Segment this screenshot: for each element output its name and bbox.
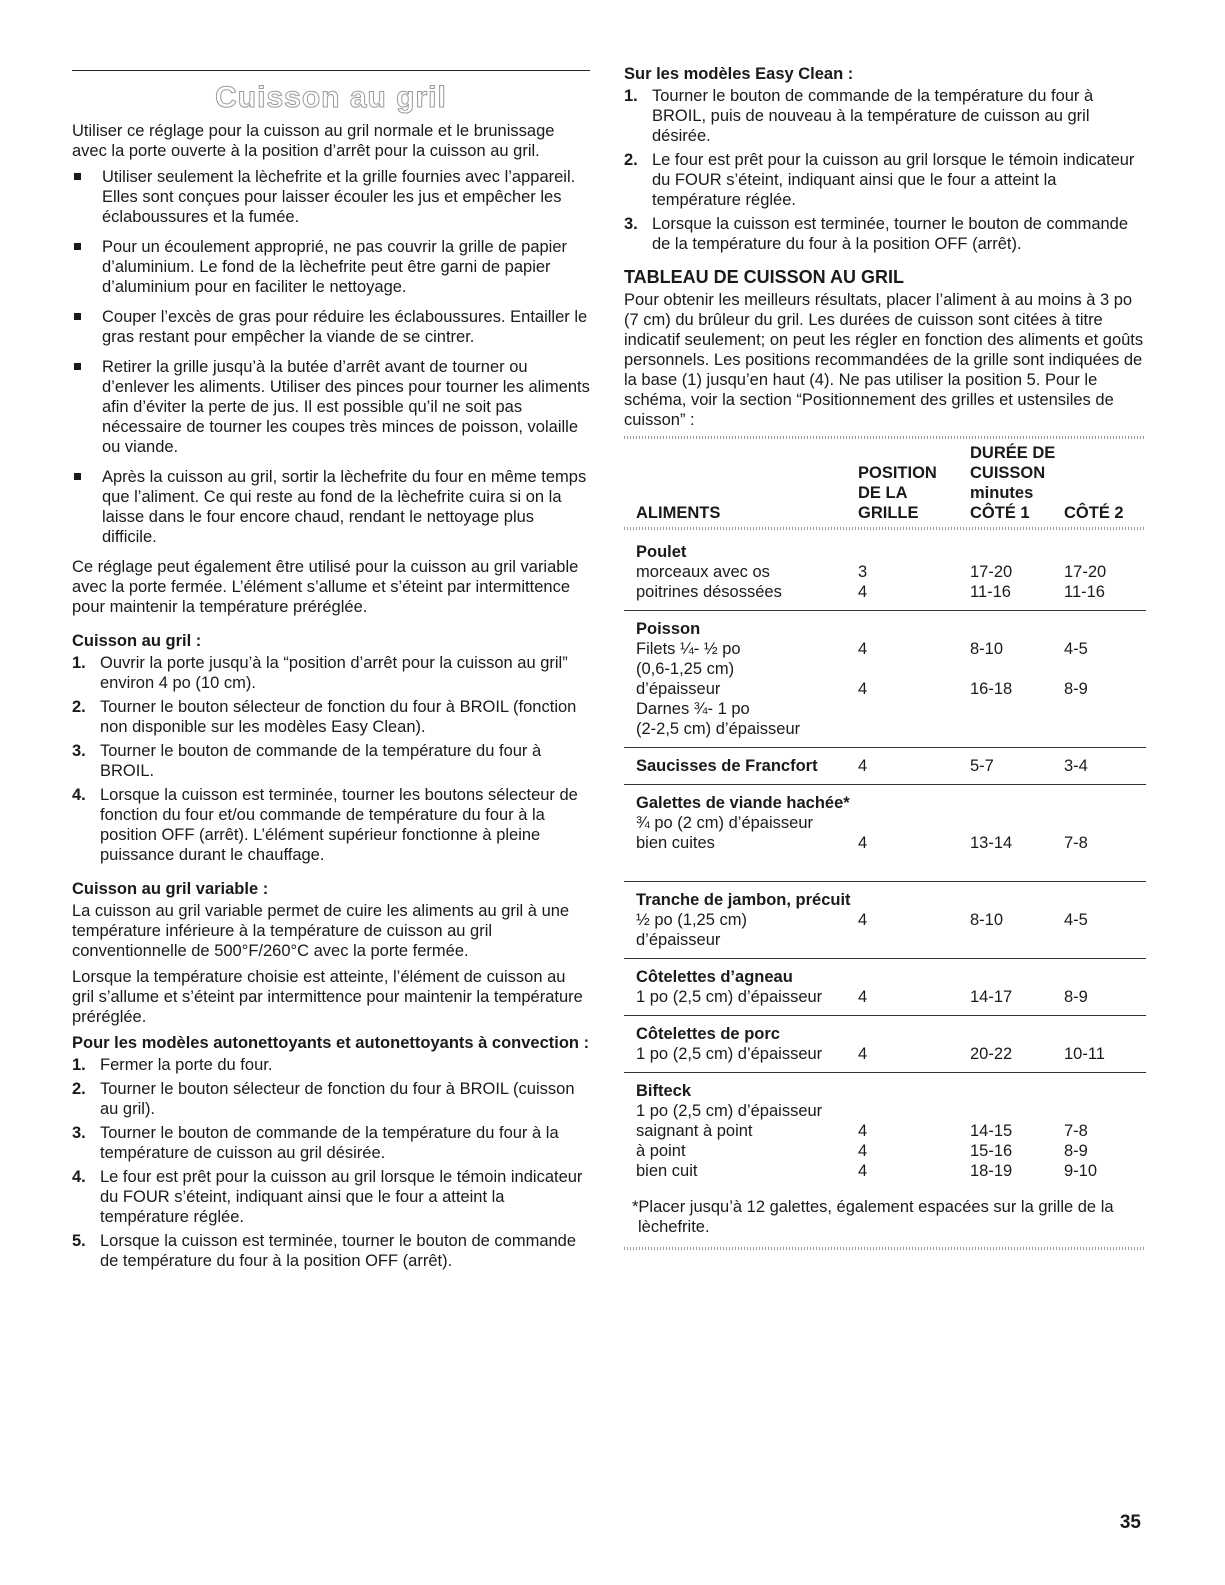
intro-paragraph: Utiliser ce réglage pour la cuisson au gril normale et le brunissage avec la porte ouverte à la position d’arrêt pour la cuisson au gril.	[72, 122, 555, 160]
header-food: ALIMENTS	[636, 504, 721, 522]
side1-cell: 13-14	[970, 785, 1064, 882]
table-row	[624, 959, 1146, 1016]
page-number: 35	[1119, 1512, 1141, 1533]
variable-heading: Cuisson au gril variable :	[72, 880, 269, 898]
food-cell: Bifteck 1 po (2,5 cm) d’épaisseur saignant à point à point bien cuit	[636, 1082, 823, 1180]
bullet-square-icon	[74, 313, 81, 320]
table-body	[624, 534, 1146, 1189]
position-cell: 4 4	[858, 611, 970, 748]
bullet-square-icon	[74, 473, 81, 480]
tip-item: Après la cuisson au gril, sortir la lèchefrite du four en même temps que l’aliment. Ce qui reste au fond de la lèchefrite cuira si on la laisse dans le four encore chaud, rendant le nettoyage plus difficile.	[72, 467, 590, 547]
hatch-divider	[624, 1247, 1146, 1250]
easyclean-steps	[624, 86, 1146, 254]
right-column	[624, 64, 1146, 1254]
side2-cell: 4-5 8-9	[1064, 611, 1146, 748]
side1-cell: 5-7	[970, 748, 1064, 785]
variable-paragraph-2: Lorsque la température choisie est atteinte, l’élément de cuisson au gril s’allume et s’éteint par intermittence pour maintenir la température préréglée.	[72, 968, 583, 1026]
position-cell: 4	[858, 785, 970, 882]
step-item: 4. Le four est prêt pour la cuisson au gril lorsque le témoin indicateur du FOUR s’éteint, indiquant ainsi que le four a atteint la température réglée.	[72, 1168, 583, 1226]
side2-cell: 10-11	[1064, 1016, 1146, 1073]
top-rule	[72, 70, 590, 71]
table-heading: TABLEAU DE CUISSON AU GRIL	[624, 267, 905, 287]
page-title: Cuisson au gril	[215, 81, 447, 114]
tip-item: Couper l’excès de gras pour réduire les éclaboussures. Entailler le gras restant pour empêcher la viande de se cintrer.	[72, 307, 590, 347]
side1-cell: 20-22	[970, 1016, 1064, 1073]
side1-cell: 17-20 11-16	[970, 534, 1064, 611]
side2-cell: 7-8	[1064, 785, 1146, 882]
table-row	[624, 748, 1146, 785]
selfclean-steps	[72, 1055, 590, 1271]
tip-item: Retirer la grille jusqu’à la butée d’arrêt avant de tourner ou d’enlever les aliments. Utiliser des pinces pour tourner les aliments afin d’éviter la perte de jus. Il est possible qu’il ne soit pas nécessaire de tourner les coupes très minces de poisson, volaille ou viande.	[72, 357, 590, 457]
position-cell: 4	[858, 959, 970, 1016]
table-row	[624, 1016, 1146, 1073]
step-item: 5. Lorsque la cuisson est terminée, tourner le bouton de commande de température du four à la position OFF (arrêt).	[72, 1232, 577, 1270]
hatch-divider	[624, 527, 1146, 530]
table-row	[624, 882, 1146, 959]
broil-chart-table	[624, 443, 1146, 1189]
food-cell: Saucisses de Francfort	[624, 748, 858, 785]
food-cell: Galettes de viande hachée* ¾ po (2 cm) d’épaisseur bien cuites	[624, 785, 858, 882]
hatch-divider	[624, 436, 1146, 439]
position-cell: 3 4	[858, 534, 970, 611]
side1-cell: 14-17	[970, 959, 1064, 1016]
side1-cell: 8-10 16-18	[970, 611, 1064, 748]
step-item: 2. Le four est prêt pour la cuisson au gril lorsque le témoin indicateur du FOUR s’éteint, indiquant ainsi que le four a atteint la température réglée.	[624, 151, 1135, 209]
header-duration: DURÉE DE CUISSON minutes CÔTÉ 1 CÔTÉ 2	[970, 444, 1124, 522]
broil-heading: Cuisson au gril :	[72, 632, 202, 650]
side2-cell: 8-9	[1064, 959, 1146, 1016]
table-row	[624, 785, 1146, 882]
left-column	[72, 70, 590, 1275]
easyclean-heading: Sur les modèles Easy Clean :	[624, 65, 854, 83]
bullet-square-icon	[74, 243, 81, 250]
header-position: POSITION DE LA GRILLE	[858, 464, 937, 522]
side2-cell: 7-8 8-9 9-10	[1064, 1122, 1098, 1180]
step-item: 1. Tourner le bouton de commande de la température du four à BROIL, puis de nouveau à la température de cuisson au gril désirée.	[624, 87, 1094, 145]
step-item: 2. Tourner le bouton sélecteur de fonction du four à BROIL (cuisson au gril).	[72, 1080, 575, 1118]
position-cell: 4	[858, 882, 970, 959]
food-cell: Poisson Filets ¼- ½ po (0,6-1,25 cm) d’épaisseur Darnes ¾- 1 po (2-2,5 cm) d’épaisseur	[624, 611, 858, 748]
food-cell: Poulet morceaux avec os poitrines désossées	[624, 534, 858, 611]
header-side-1: CÔTÉ 1	[970, 504, 1030, 522]
position-cell: 4 4 4	[858, 1122, 868, 1180]
bullet-square-icon	[74, 173, 81, 180]
table-row	[624, 611, 1146, 748]
table-intro: Pour obtenir les meilleurs résultats, placer l’aliment à au moins à 3 po (7 cm) du brûleur du gril. Les durées de cuisson sont citées à titre indicatif seulement; on peut les régler en fonction des aliments et goûts personnels. Les positions recommandées de la grille sont indiquées de la base (1) jusqu’en haut (4). Ne pas utiliser la position 5. Pour le schéma, voir la section “Positionnement des grilles et ustensiles de cuisson” :	[624, 291, 1144, 429]
position-cell: 4	[858, 748, 970, 785]
position-cell: 4	[858, 1016, 970, 1073]
table-row	[624, 534, 1146, 611]
side2-cell: 3-4	[1064, 748, 1146, 785]
bullet-square-icon	[74, 363, 81, 370]
side2-cell: 17-20 11-16	[1064, 534, 1146, 611]
food-cell: Côtelettes d’agneau 1 po (2,5 cm) d’épaisseur	[624, 959, 858, 1016]
variable-intro: Ce réglage peut également être utilisé pour la cuisson au gril variable avec la porte fermée. L’élément s’allume et s’éteint par intermittence pour maintenir la température préréglée.	[72, 558, 579, 616]
selfclean-heading: Pour les modèles autonettoyants et autonettoyants à convection :	[72, 1034, 590, 1052]
step-item: 1. Fermer la porte du four.	[72, 1056, 273, 1074]
broil-steps	[72, 653, 590, 865]
food-cell: Tranche de jambon, précuit ½ po (1,25 cm) d’épaisseur	[624, 882, 858, 959]
table-header-row	[624, 443, 1146, 523]
step-item: 2. Tourner le bouton sélecteur de fonction du four à BROIL (fonction non disponible sur les modèles Easy Clean).	[72, 698, 577, 736]
table-row	[624, 1073, 1146, 1190]
table-footnote: *Placer jusqu’à 12 galettes, également espacées sur la grille de la lèchefrite.	[632, 1198, 1114, 1236]
step-item: 1. Ouvrir la porte jusqu’à la “position d’arrêt pour la cuisson au gril” environ 4 po (10 cm).	[72, 654, 568, 692]
tips-list	[72, 167, 590, 547]
step-item: 3. Tourner le bouton de commande de la température du four à la température de cuisson au gril désirée.	[72, 1124, 559, 1162]
tip-item: Pour un écoulement approprié, ne pas couvrir la grille de papier d’aluminium. Le fond de la lèchefrite peut être garni de papier d’aluminium pour en faciliter le nettoyage.	[72, 237, 590, 297]
step-item: 3. Tourner le bouton de commande de la température du four à BROIL.	[72, 742, 542, 780]
tip-item: Utiliser seulement la lèchefrite et la grille fournies avec l’appareil. Elles sont conçues pour laisser écouler les jus et empêcher les éclaboussures et la fumée.	[72, 167, 590, 227]
step-item: 3. Lorsque la cuisson est terminée, tourner le bouton de commande de la température du four à la position OFF (arrêt).	[624, 215, 1129, 253]
side2-cell: 4-5	[1064, 882, 1146, 959]
food-cell: Côtelettes de porc 1 po (2,5 cm) d’épaisseur	[624, 1016, 858, 1073]
step-item: 4. Lorsque la cuisson est terminée, tourner les boutons sélecteur de fonction du four et/ou commande de température du four à la position OFF (arrêt). L’élément supérieur fonctionne à pleine puissance durant le chauffage.	[72, 786, 578, 864]
variable-paragraph-1: La cuisson au gril variable permet de cuire les aliments au gril à une température inférieure à la température de cuisson au gril conventionnelle de 500°F/260°C avec la porte fermée.	[72, 902, 570, 960]
side1-cell: 8-10	[970, 882, 1064, 959]
side1-cell: 14-15 15-16 18-19	[970, 1122, 1013, 1180]
header-side-2: CÔTÉ 2	[1064, 504, 1124, 522]
